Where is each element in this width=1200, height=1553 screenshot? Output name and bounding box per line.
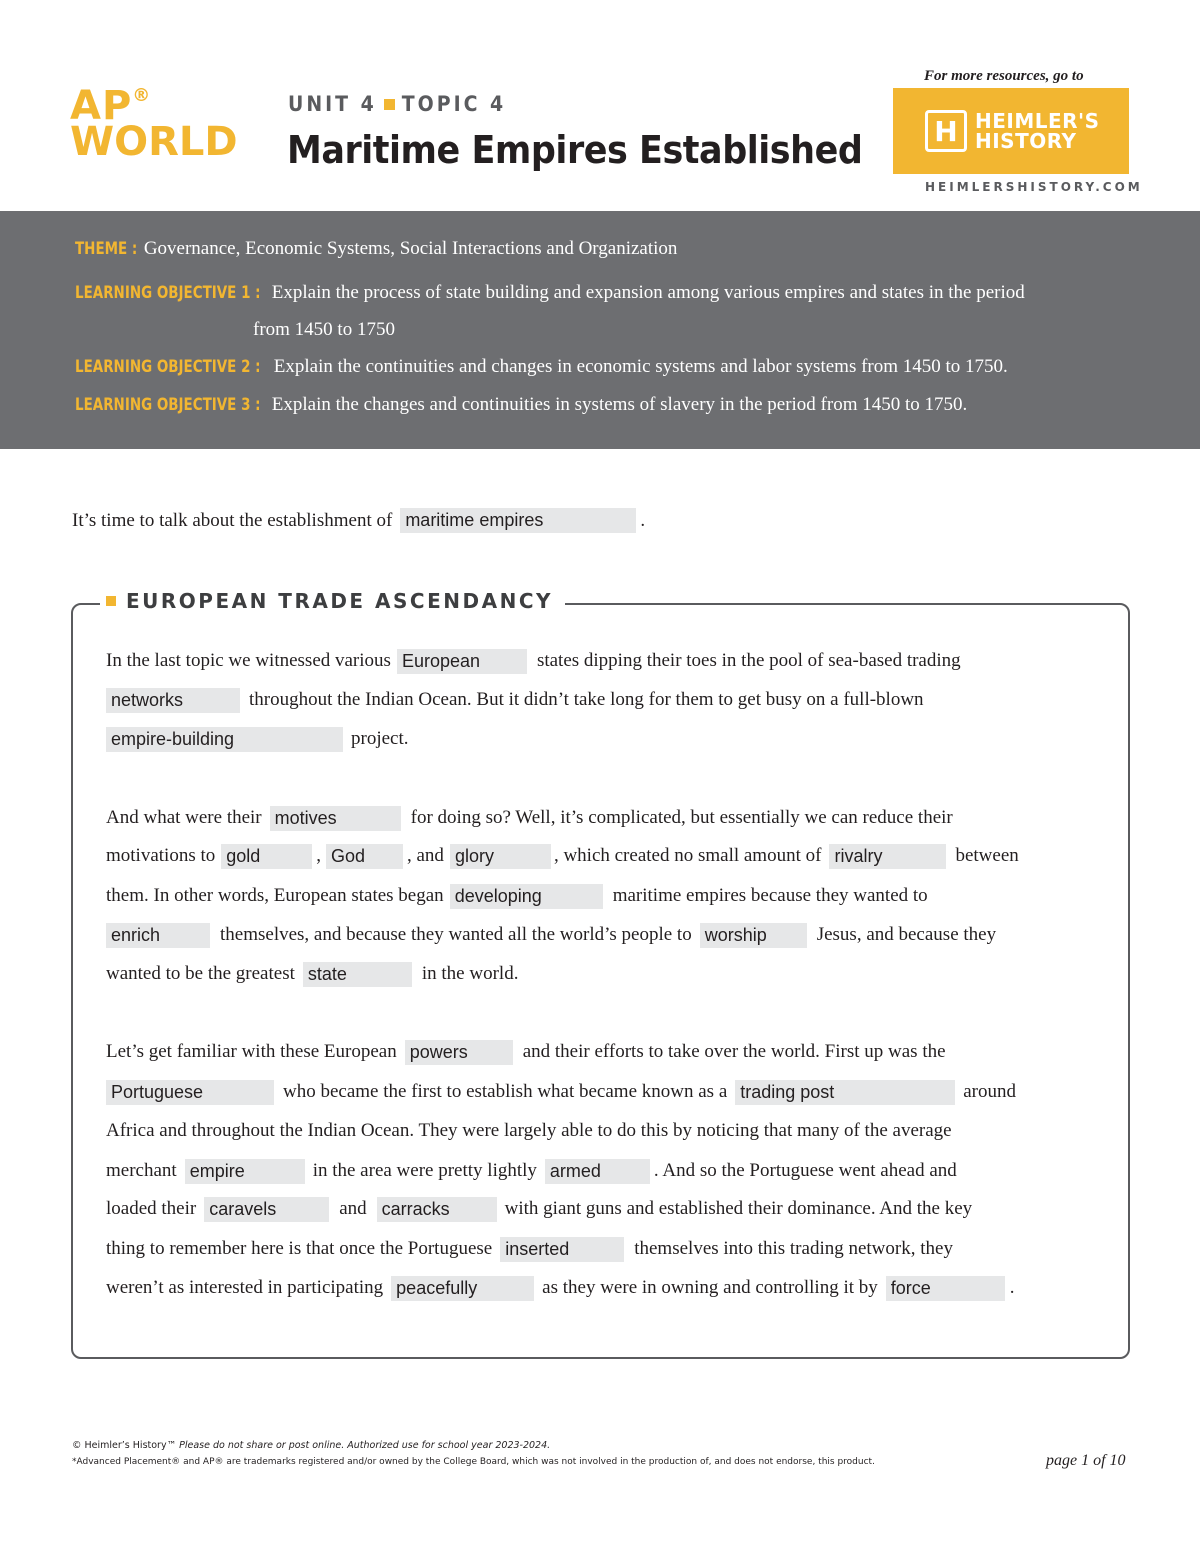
section-title: EUROPEAN TRADE ASCENDANCY — [126, 589, 553, 613]
blank-inserted[interactable]: inserted — [500, 1237, 624, 1262]
blank-caravels[interactable]: caravels — [204, 1197, 329, 1222]
copyright: © Heimler’s History™ — [72, 1440, 177, 1451]
text: wanted to be the greatest — [106, 963, 295, 984]
trademark-line: *Advanced Placement® and AP® are trademarks registered and/or owned by the College Board, which was not involved in the production of, and does not endorse, this product. — [72, 1457, 875, 1467]
lo1-text-cont: from 1450 to 1750 — [253, 319, 395, 340]
p3-line1 — [106, 1038, 946, 1066]
p2-line4 — [106, 921, 996, 949]
heimlers-history-logo[interactable] — [893, 88, 1129, 174]
text: themselves, and because they wanted all the world’s people to — [220, 924, 692, 945]
blank-empire[interactable]: empire — [185, 1159, 305, 1184]
lo1-row — [75, 282, 1025, 304]
text: themselves into this trading network, they — [634, 1238, 953, 1259]
text: , — [316, 845, 321, 866]
blank-developing[interactable]: developing — [450, 884, 603, 909]
lo2-text: Explain the continuities and changes in economic systems and labor systems from 1450 to 1750. — [273, 356, 1008, 377]
brand-line1: HEIMLER'S — [975, 109, 1100, 133]
intro-period: . — [640, 509, 646, 531]
usage-note: Please do not share or post online. Authorized use for school year 2023-2024. — [179, 1440, 551, 1451]
blank-enrich[interactable]: enrich — [106, 923, 210, 948]
text: in the world. — [421, 963, 519, 984]
text: for doing so? Well, it’s complicated, but essentially we can reduce their — [410, 807, 953, 828]
text: thing to remember here is that once the Portuguese — [106, 1238, 493, 1259]
topic-label: TOPIC 4 — [401, 92, 507, 116]
text: And what were their — [106, 807, 262, 828]
hh-logo-icon: H — [925, 110, 967, 152]
p3-line4 — [106, 1157, 957, 1185]
blank-powers[interactable]: powers — [405, 1040, 513, 1065]
text: weren’t as interested in participating — [106, 1277, 384, 1298]
blank-motives[interactable]: motives — [270, 806, 401, 831]
text: with giant guns and established their dominance. And the key — [504, 1198, 973, 1219]
unit-label: UNIT 4 — [288, 92, 377, 116]
square-bullet-icon — [106, 596, 116, 606]
blank-carracks[interactable]: carracks — [377, 1197, 497, 1222]
text: Jesus, and because they — [816, 924, 997, 945]
text: between — [955, 845, 1019, 866]
text: Africa and throughout the Indian Ocean. They were largely able to do this by noticing that many of the average — [106, 1120, 952, 1141]
ap-world-logo: AP® WORLD — [70, 83, 238, 165]
text: in the area were pretty lightly — [312, 1160, 537, 1181]
intro-line — [72, 508, 645, 533]
blank-trading-post[interactable]: trading post — [735, 1080, 955, 1105]
p2-line2 — [106, 842, 1019, 870]
p3-line5 — [106, 1195, 972, 1223]
text: merchant — [106, 1160, 177, 1181]
p1-line2 — [106, 686, 924, 714]
unit-topic-line — [288, 92, 506, 116]
p1-line3 — [106, 725, 409, 753]
text: project. — [351, 728, 409, 749]
blank-glory[interactable]: glory — [450, 844, 551, 869]
brand-name — [975, 111, 1100, 151]
text: , which created no small amount of — [553, 845, 822, 866]
blank-portuguese[interactable]: Portuguese — [106, 1080, 274, 1105]
p2-line1 — [106, 804, 953, 832]
section-header — [100, 589, 565, 613]
resources-text: For more resources, go to — [924, 68, 1084, 84]
theme-text: Governance, Economic Systems, Social Interactions and Organization — [143, 238, 678, 259]
text: and — [339, 1198, 367, 1219]
text: who became the first to establish what became known as a — [283, 1081, 728, 1102]
brand-line2: HISTORY — [975, 129, 1077, 153]
blank-peacefully[interactable]: peacefully — [391, 1276, 534, 1301]
p2-line5 — [106, 960, 518, 988]
blank-worship[interactable]: worship — [700, 923, 807, 948]
blank-empire-building[interactable]: empire-building — [106, 727, 343, 752]
lo3-row — [75, 394, 967, 416]
p1-line1 — [106, 647, 961, 675]
blank-rivalry[interactable]: rivalry — [829, 844, 946, 869]
copyright-line — [72, 1440, 550, 1451]
text: . And so the Portuguese went ahead and — [653, 1160, 957, 1181]
blank-armed[interactable]: armed — [545, 1159, 650, 1184]
page-number: page 1 of 10 — [1046, 1452, 1126, 1469]
text: states dipping their toes in the pool of sea-based trading — [536, 650, 961, 671]
intro-text: It’s time to talk about the establishment of — [72, 509, 393, 531]
text: Let’s get familiar with these European — [106, 1041, 397, 1062]
blank-networks[interactable]: networks — [106, 688, 240, 713]
logo-world: WORLD — [70, 119, 238, 165]
lo1-label: LEARNING OBJECTIVE 1 : — [75, 283, 261, 303]
text: In the last topic we witnessed various — [106, 650, 391, 671]
lo1-text: Explain the process of state building and expansion among various empires and states in the period — [271, 282, 1025, 303]
lo3-text: Explain the changes and continuities in systems of slavery in the period from 1450 to 1750. — [271, 394, 968, 415]
blank-force[interactable]: force — [886, 1276, 1005, 1301]
lo1-row-cont — [253, 319, 395, 341]
text: around — [963, 1081, 1017, 1102]
text: maritime empires because they wanted to — [612, 885, 928, 906]
blank-state[interactable]: state — [303, 962, 412, 987]
lo3-label: LEARNING OBJECTIVE 3 : — [75, 395, 261, 415]
p3-line6 — [106, 1235, 953, 1263]
blank-gold[interactable]: gold — [221, 844, 312, 869]
text: and their efforts to take over the world. First up was the — [522, 1041, 946, 1062]
lo2-row — [75, 356, 1008, 378]
text: as they were in owning and controlling it by — [542, 1277, 878, 1298]
brand-url-link[interactable]: HEIMLERSHISTORY.COM — [925, 180, 1143, 194]
page-title: Maritime Empires Established — [287, 128, 863, 172]
text: throughout the Indian Ocean. But it didn’t take long for them to get busy on a full-blown — [249, 689, 924, 710]
text: loaded their — [106, 1198, 197, 1219]
p3-line3 — [106, 1117, 952, 1145]
p3-line2 — [106, 1078, 1016, 1106]
text: . — [1009, 1277, 1015, 1298]
blank-god[interactable]: God — [326, 844, 403, 869]
p2-line3 — [106, 882, 928, 910]
text: motivations to — [106, 845, 216, 866]
blank-maritime-empires[interactable]: maritime empires — [400, 508, 636, 533]
text: , and — [407, 845, 444, 866]
lo2-label: LEARNING OBJECTIVE 2 : — [75, 357, 261, 377]
theme-label: THEME : — [75, 239, 138, 259]
p3-line7 — [106, 1274, 1015, 1302]
text: them. In other words, European states began — [106, 885, 444, 906]
logo-ap: AP — [70, 83, 133, 129]
blank-european[interactable]: European — [397, 649, 527, 674]
square-bullet-icon — [384, 99, 395, 110]
theme-row — [75, 238, 677, 260]
